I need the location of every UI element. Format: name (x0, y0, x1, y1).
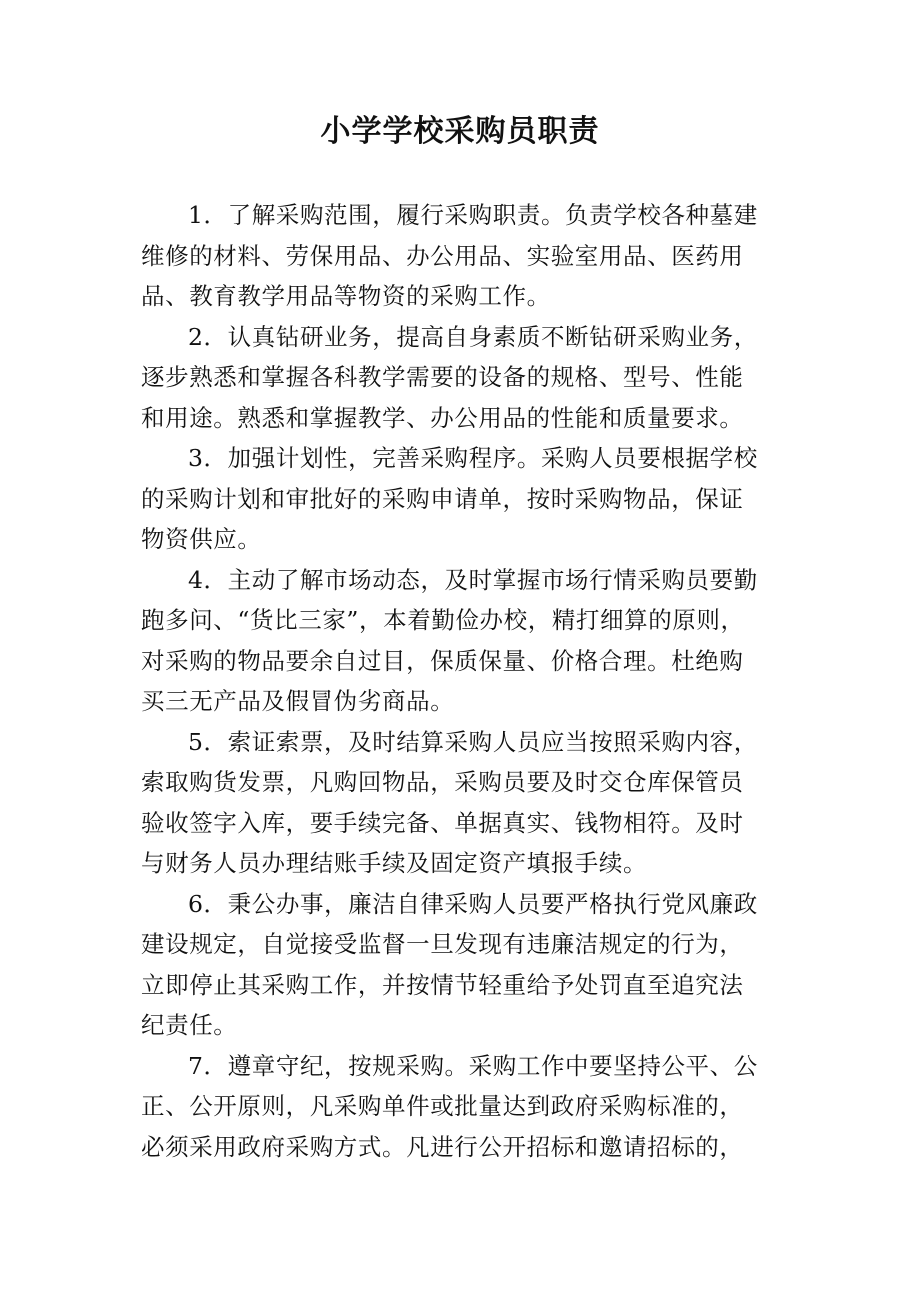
text-line: 买三无产品及假冒伪劣商品。 (141, 687, 455, 715)
text-line: 1．了解采购范围，履行采购职责。负责学校各种墓建 (188, 201, 758, 229)
text-line: 必须采用政府采购方式。凡进行公开招标和邀请招标的， (141, 1132, 744, 1161)
text-line: 物资供应。 (141, 525, 262, 553)
text-line: 的采购计划和审批好的采购申请单，按时采购物品，保证 (141, 484, 744, 513)
text-line: 逐步熟悉和掌握各科教学需要的设备的规格、型号、性能 (141, 363, 744, 391)
paragraph-5 (141, 722, 781, 884)
text-line: 纪责任。 (141, 1011, 238, 1039)
text-line: 2．认真钻研业务，提高自身素质不断钻研采购业务， (188, 322, 758, 351)
paragraph-3 (141, 438, 781, 560)
text-line: 和用途。熟悉和掌握教学、办公用品的性能和质量要求。 (141, 403, 744, 432)
document-body (141, 195, 781, 1167)
text-line: 4．主动了解市场动态，及时掌握市场行情采购员要勤 (188, 565, 758, 594)
document-title: 小学学校采购员职责 (320, 114, 600, 149)
text-line: 5．索证索票，及时结算采购人员应当按照采购内容， (188, 727, 758, 756)
text-line: 索取购货发票，凡购回物品，采购员要及时交仓库保管员 (141, 768, 744, 796)
paragraph-7 (141, 1046, 781, 1168)
text-line: 7．遵章守纪，按规采购。采购工作中要坚持公平、公 (188, 1051, 758, 1080)
paragraph-1 (141, 195, 781, 317)
paragraph-4 (141, 560, 781, 722)
text-line: 正、公开原则，凡采购单件或批量达到政府采购标准的， (141, 1092, 744, 1120)
text-line: 与财务人员办理结账手续及固定资产填报手续。 (141, 849, 648, 877)
text-line: 6．秉公办事，廉洁自律采购人员要严格执行党风廉政 (188, 889, 758, 918)
text-line: 品、教育教学用品等物资的采购工作。 (141, 282, 551, 310)
text-line: 对采购的物品要余自过目，保质保量、价格合理。杜绝购 (141, 646, 744, 675)
text-line: 跑多问、“货比三家”，本着勤俭办校，精打细算的原则， (141, 606, 745, 634)
text-line: 3．加强计划性，完善采购程序。采购人员要根据学校 (188, 444, 758, 472)
text-line: 验收签字入库，要手续完备、单据真实、钱物相符。及时 (141, 808, 744, 837)
text-line: 立即停止其采购工作，并按情节轻重给予处罚直至追究法 (141, 970, 744, 999)
text-line: 维修的材料、劳保用品、办公用品、实验室用品、医药用 (141, 241, 744, 270)
text-line: 建设规定，自觉接受监督一旦发现有违廉洁规定的行为， (141, 930, 744, 958)
paragraph-2 (141, 317, 781, 439)
paragraph-6 (141, 884, 781, 1046)
